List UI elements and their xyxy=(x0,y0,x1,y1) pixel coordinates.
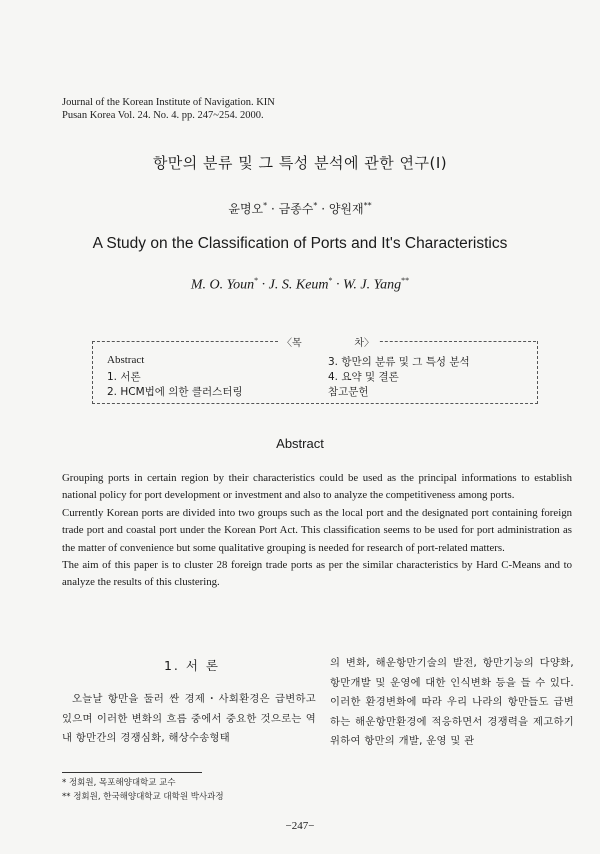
author-name: 금종수 xyxy=(278,202,314,216)
toc-heading xyxy=(278,334,378,349)
toc-item: Abstract xyxy=(107,354,145,366)
body-text: 의 변화, 해운항만기술의 발전, 항만기능의 다양화, 항만개발 및 운영에 대한 인식변화 등을 들 수 있다. 이러한 환경변화에 따라 우리 나라의 항만들도 급변하는 해운항만환경에 적응하면서 경쟁력을 제고하기 위하여 항만의 개발, 운영 및 관 xyxy=(330,657,574,747)
journal-citation xyxy=(62,96,275,122)
abstract-heading: Abstract xyxy=(276,436,324,451)
author-name: 양원재 xyxy=(328,202,364,216)
author-separator: · xyxy=(317,202,329,216)
abstract-paragraph: The aim of this paper is to cluster 28 foreign trade ports as per the similar characteristics by Hard C-Means and to analyze the results of this clustering. xyxy=(62,559,572,589)
affiliation-mark: ** xyxy=(363,201,372,210)
footnote-mark: * xyxy=(62,778,67,788)
journal-line-2: Pusan Korea Vol. 24. No. 4. pp. 247~254. 2000. xyxy=(62,110,264,121)
section-heading: 1. 서 론 xyxy=(163,658,221,673)
footnote xyxy=(62,776,176,788)
footnote-text: 정회원, 목포해양대학교 교수 xyxy=(68,778,176,788)
affiliation-mark: * xyxy=(254,276,259,285)
toc-item: 2. HCM법에 의한 클러스터링 xyxy=(107,386,243,398)
toc-item: 1. 서론 xyxy=(107,371,141,383)
author-separator: · xyxy=(332,277,344,293)
title-korean: 항만의 분류 및 그 특성 분석에 관한 연구(Ⅰ) xyxy=(152,154,448,172)
toc-item: 3. 항만의 분류 및 그 특성 분석 xyxy=(328,356,470,368)
footnote-text: 정회원, 한국해양대학교 대학원 박사과정 xyxy=(73,792,224,802)
authors-english xyxy=(0,276,600,294)
affiliation-mark: ** xyxy=(401,276,410,285)
author-separator: · xyxy=(258,277,269,293)
title-english: A Study on the Classification of Ports and It's Characteristics xyxy=(92,235,508,252)
affiliation-mark: * xyxy=(263,201,268,210)
footnote xyxy=(62,790,224,802)
toc-heading-left: 〈목 xyxy=(282,338,302,349)
toc-item: 참고문헌 xyxy=(328,386,369,398)
author-name: M. O. Youn xyxy=(190,277,255,293)
author-name: W. J. Yang xyxy=(343,277,402,293)
body-column-right xyxy=(330,654,574,752)
authors-korean xyxy=(0,200,600,217)
affiliation-mark: * xyxy=(313,201,318,210)
footnote-divider xyxy=(62,772,202,773)
journal-line-1: Journal of the Korean Institute of Navigation. KIN xyxy=(62,97,275,108)
toc-item: 4. 요약 및 결론 xyxy=(328,371,399,383)
body-text: 오늘날 항만을 둘러 싼 경제・사회환경은 급변하고 있으며 이러한 변화의 흐름 중에서 중요한 것으로는 역내 항만간의 경쟁심화, 해상수송형태 xyxy=(62,693,316,744)
abstract-body xyxy=(62,470,572,592)
author-name: 윤명오 xyxy=(228,202,264,216)
affiliation-mark: * xyxy=(328,276,333,285)
author-separator: · xyxy=(267,202,279,216)
page-number: −247− xyxy=(285,820,315,832)
body-column-left xyxy=(62,690,316,749)
abstract-paragraph: Grouping ports in certain region by their characteristics could be used as the principal informations to establish national policy for port development or investment and also to analyze the competitiveness among ports. xyxy=(62,472,572,502)
abstract-paragraph: Currently Korean ports are divided into two groups such as the local port and the designated port containing foreign trade port and coastal port under the Korean Port Act. This classification seems to be used for port administration as the matter of convenience but some qualitative grouping is needed for research of port-related matters. xyxy=(62,506,572,554)
toc-heading-right: 차〉 xyxy=(354,338,374,349)
footnote-mark: ** xyxy=(62,792,71,802)
author-name: J. S. Keum xyxy=(268,277,329,293)
